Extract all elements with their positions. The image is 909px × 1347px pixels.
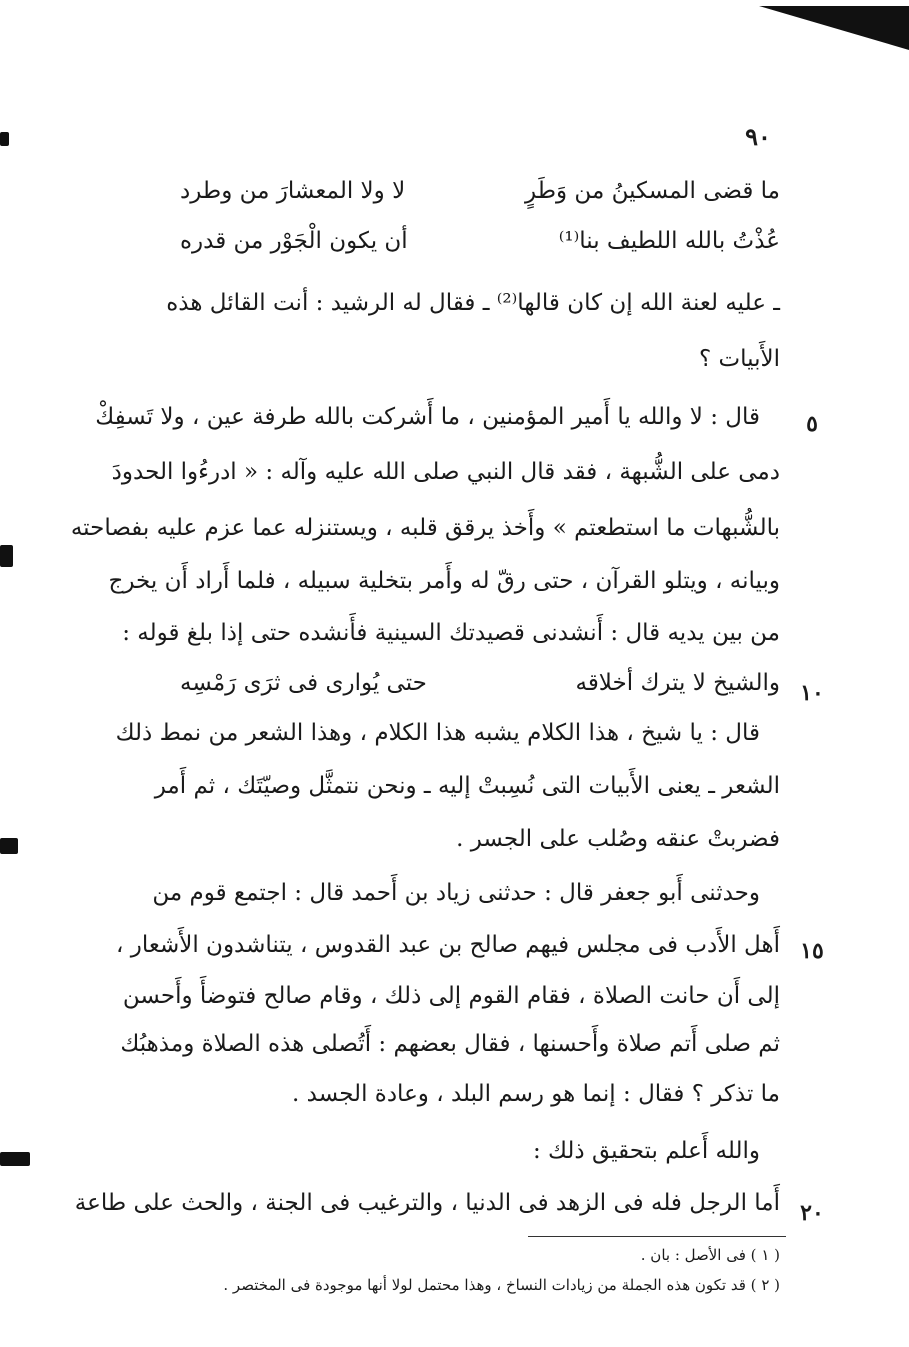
text-line: ما تذكر ؟ فقال : إنما هو رسم البلد ، وعادة الجسد . xyxy=(292,1081,780,1107)
line-number: ٥ xyxy=(806,411,818,437)
text-line: وبيانه ، ويتلو القرآن ، حتى رقّ له وأَمر بتخلية سبيله ، فلما أَراد أَن يخرج xyxy=(108,568,780,594)
verse-line xyxy=(180,178,780,218)
line-number: ١٥ xyxy=(800,938,824,964)
corner-scan-mark xyxy=(759,6,909,50)
verse-hemistich-first: ما قضى المسكينُ من وَطَرٍ xyxy=(525,178,780,204)
edge-scan-mark xyxy=(0,838,18,854)
footnote-divider xyxy=(528,1236,786,1237)
text-line: أَما الرجل فله فى الزهد فى الدنيا ، والترغيب فى الجنة ، والحث على طاعة xyxy=(74,1190,780,1216)
verse-hemistich-second: لا ولا المعشارَ من وطرد xyxy=(180,178,406,204)
edge-scan-mark xyxy=(0,545,13,567)
text-line: قال : يا شيخ ، هذا الكلام يشبه هذا الكلام ، وهذا الشعر من نمط ذلك xyxy=(115,720,760,746)
edge-scan-mark xyxy=(0,1152,30,1166)
text-line: بالشُّبهات ما استطعتم » وأَخذ يرقق قلبه ، ويستنزله عما عزم عليه بفصاحته xyxy=(70,515,780,541)
text-line: ـ عليه لعنة الله إن كان قالها⁽²⁾ ـ فقال له الرشيد : أنت القائل هذه xyxy=(166,290,780,316)
footnote: ( ١ ) فى الأصل : بان . xyxy=(640,1246,780,1264)
verse-hemistich-second: أن يكون الْجَوْر من قدره xyxy=(180,228,408,254)
verse-hemistich-first: والشيخ لا يترك أخلاقه xyxy=(575,670,780,696)
text-line: أَهل الأَدب فى مجلس فيهم صالح بن عبد القدوس ، يتناشدون الأَشعار ، xyxy=(116,932,780,958)
verse-hemistich-first: عُذْتُ بالله اللطيف بنا⁽¹⁾ xyxy=(558,228,780,254)
text-line: قال : لا والله يا أَمير المؤمنين ، ما أَشركت بالله طرفة عين ، ولا تَسفِكْ xyxy=(95,404,760,430)
edge-scan-mark xyxy=(0,132,9,146)
verse-line xyxy=(180,670,780,710)
text-line: إلى أَن حانت الصلاة ، فقام القوم إلى ذلك ، وقام صالح فتوضأَ وأَحسن xyxy=(122,983,780,1009)
text-line: وحدثنى أَبو جعفر قال : حدثنى زياد بن أَحمد قال : اجتمع قوم من xyxy=(152,880,760,906)
text-line: دمى على الشُّبهة ، فقد قال النبي صلى الله عليه وآله : « ادرءُوا الحدودَ xyxy=(111,459,780,485)
footnote: ( ٢ ) قد تكون هذه الجملة من زيادات النساخ ، وهذا محتمل لولا أنها موجودة فى المختصر . xyxy=(223,1276,780,1294)
line-number: ٢٠ xyxy=(800,1200,824,1226)
text-line: والله أَعلم بتحقيق ذلك : xyxy=(532,1138,760,1164)
text-line: ثم صلى أَتم صلاة وأَحسنها ، فقال بعضهم : أَتُصلى هذه الصلاة ومذهبُك xyxy=(120,1031,780,1057)
text-line: من بين يديه قال : أَنشدنى قصيدتك السينية فأَنشده حتى إذا بلغ قوله : xyxy=(122,620,780,646)
page-number: ٩٠ xyxy=(745,122,771,151)
text-line: فضربتْ عنقه وصُلب على الجسر . xyxy=(456,826,780,852)
verse-hemistich-second: حتى يُوارى فى ثرَى رَمْسِه xyxy=(180,670,427,696)
verse-line xyxy=(180,228,780,268)
text-line: الشعر ـ يعنى الأَبيات التى نُسِبتْ إليه ـ ونحن نتمثَّل وصيّتَك ، ثم أَمر xyxy=(154,773,780,799)
text-line: الأَبيات ؟ xyxy=(698,346,780,372)
line-number: ١٠ xyxy=(800,680,824,706)
